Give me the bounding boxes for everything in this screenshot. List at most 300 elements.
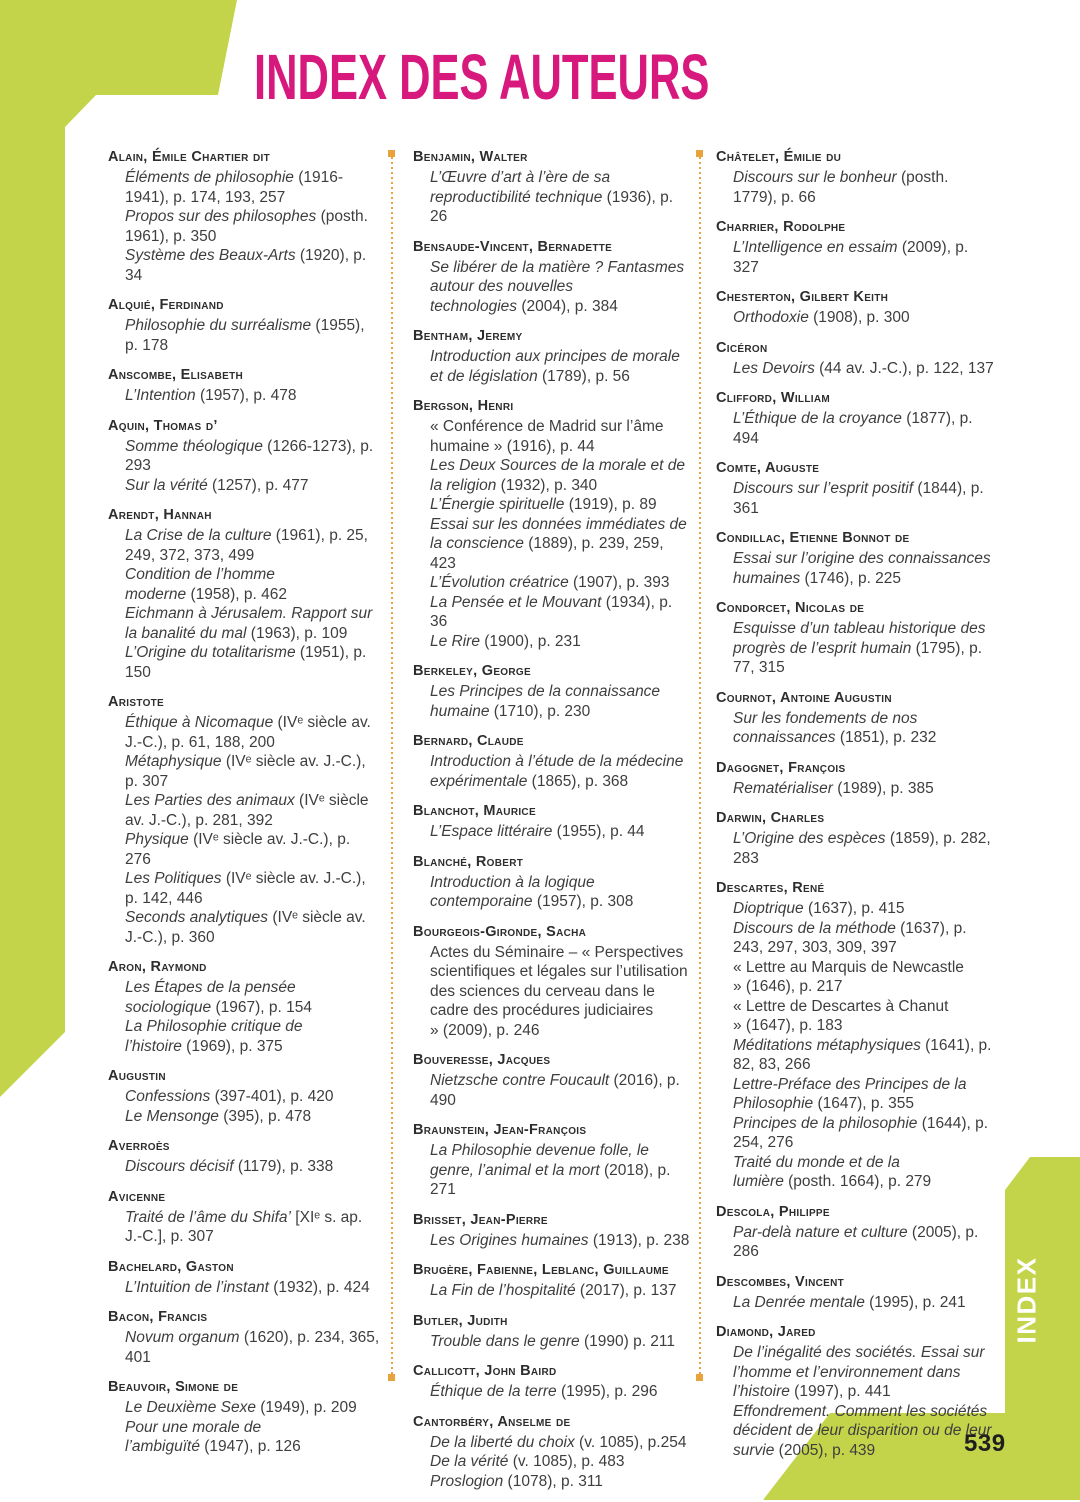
- index-entry: [716, 339, 996, 379]
- work-title: Novum organum: [125, 1329, 240, 1346]
- index-entry: [716, 218, 996, 277]
- index-entry: [108, 1308, 380, 1367]
- work-page-refs: (1963), p. 109: [246, 624, 348, 642]
- work-title: Le Mensonge: [125, 1107, 219, 1125]
- work-item: [413, 515, 691, 574]
- work-title: La Philosophie devenue folle, le genre, l’animal et la mort: [430, 1142, 649, 1179]
- work-item: [108, 1157, 380, 1177]
- work-page-refs: (1908), p. 300: [808, 309, 910, 326]
- work-title: Principes de la philosophie: [733, 1114, 918, 1132]
- work-page-refs: (1913), p. 238: [588, 1231, 690, 1249]
- work-page-refs: (1889), p. 239, 259, 423: [430, 535, 664, 572]
- author-name: Blanchot, Maurice: [413, 803, 536, 819]
- author-name: Cicéron: [716, 339, 768, 356]
- work-item: [108, 565, 380, 604]
- index-entry: [716, 1203, 996, 1262]
- work-item: [716, 1223, 996, 1262]
- index-entry: [413, 148, 691, 227]
- author-name: Chesterton, Gilbert Keith: [716, 289, 889, 305]
- work-page-refs: (1844), p. 361: [733, 480, 984, 517]
- work-page-refs: (1957), p. 478: [195, 387, 297, 404]
- author-name: Diamond, Jared: [716, 1324, 816, 1340]
- work-title: Le Deuxième Sexe: [125, 1399, 256, 1416]
- work-item: [108, 1208, 380, 1247]
- index-entry: [716, 389, 996, 448]
- work-item: [413, 1071, 691, 1110]
- index-entry: [413, 1211, 691, 1251]
- work-title: Discours sur l’esprit positif: [733, 480, 914, 497]
- separator-end-square: [388, 150, 395, 157]
- separator-end-square: [388, 1374, 395, 1381]
- work-item: [413, 1382, 691, 1402]
- work-page-refs: (1967), p. 154: [211, 998, 313, 1016]
- index-entry: [108, 1258, 380, 1298]
- work-page-refs: (1955), p. 44: [552, 823, 645, 840]
- work-title: Méditations métaphysiques: [733, 1036, 921, 1054]
- index-entry: [108, 506, 380, 682]
- author-name: Averroès: [108, 1138, 170, 1154]
- separator-end-square: [696, 150, 703, 157]
- work-title: La Philosophie critique de l’histoire: [125, 1018, 303, 1055]
- work-page-refs: (1957), p. 308: [532, 893, 634, 910]
- index-entry: [716, 1273, 996, 1313]
- work-item: [413, 495, 691, 515]
- work-item: [108, 869, 380, 908]
- index-entry: [716, 1323, 996, 1460]
- work-page-refs: (1900), p. 231: [479, 632, 581, 650]
- author-name: Cournot, Antoine Augustin: [716, 689, 892, 706]
- work-page-refs: (1951), p. 150: [125, 644, 367, 681]
- work-page-refs: (v. 1085), p. 483: [508, 1453, 625, 1470]
- work-page-refs: (44 av. J.-C.), p. 122, 137: [814, 359, 994, 377]
- work-title: Le Rire: [430, 632, 480, 650]
- work-title: Se libérer de la matière ? Fantasmes autour des nouvelles technologies: [430, 258, 685, 315]
- index-entry: [716, 148, 996, 207]
- work-item: [413, 456, 691, 495]
- work-item: [413, 632, 691, 652]
- work-page-refs: (1934), p. 36: [430, 593, 673, 630]
- work-page-refs: (2009), p. 327: [733, 239, 969, 276]
- index-entry: [413, 1261, 691, 1301]
- work-page-refs: (2005), p. 286: [733, 1223, 979, 1260]
- work-title: Confessions: [125, 1088, 211, 1105]
- work-title: Les Principes de la connaissance humaine: [430, 683, 661, 720]
- work-page-refs: (1958), p. 462: [186, 585, 288, 603]
- work-title: L’Espace littéraire: [430, 823, 553, 840]
- work-page-refs: (IVᵉ siècle av. J.-C.), p. 281, 392: [125, 792, 369, 829]
- work-page-refs: (1932), p. 340: [496, 476, 598, 494]
- work-page-refs: (2009), p. 246: [438, 1021, 540, 1039]
- work-item: [413, 682, 691, 721]
- work-item: [413, 1332, 691, 1352]
- work-item: [716, 829, 996, 868]
- index-entry: [108, 958, 380, 1056]
- work-title: Traité de l’âme du Shifa’: [125, 1208, 291, 1226]
- work-item: [413, 573, 691, 593]
- work-title: Pour une morale de l’ambiguïté: [125, 1418, 262, 1455]
- author-name: Darwin, Charles: [716, 810, 825, 826]
- work-title: Essai sur l’origine des connaissances humaines: [733, 550, 991, 587]
- author-name: Alquié, Ferdinand: [108, 297, 224, 313]
- work-item: [716, 997, 996, 1036]
- work-page-refs: (1644), p. 254, 276: [733, 1114, 989, 1151]
- work-page-refs: (1947), p. 126: [199, 1438, 301, 1455]
- work-title: Nietzsche contre Foucault: [430, 1072, 610, 1089]
- work-item: [108, 713, 380, 752]
- work-title: Condition de l’homme moderne: [125, 566, 275, 603]
- index-entry: [413, 1121, 691, 1200]
- work-page-refs: (posth. 1664), p. 279: [783, 1173, 932, 1190]
- author-name: Bentham, Jeremy: [413, 328, 523, 344]
- work-item: [108, 246, 380, 285]
- author-name: Anscombe, Elisabeth: [108, 367, 244, 383]
- work-item: [716, 238, 996, 277]
- work-title: Rematérialiser: [733, 779, 833, 797]
- work-page-refs: (IVᵉ siècle av. J.-C.), p. 142, 446: [125, 870, 366, 907]
- work-item: [108, 1107, 380, 1127]
- work-page-refs: (1647), p. 183: [741, 1017, 843, 1034]
- work-item: [108, 1398, 380, 1418]
- index-entry: [108, 693, 380, 947]
- work-page-refs: (1907), p. 393: [568, 574, 670, 591]
- work-item: [413, 347, 691, 386]
- work-title: Trouble dans le genre: [430, 1332, 580, 1350]
- author-name: Dagognet, François: [716, 759, 846, 776]
- author-name: Châtelet, Émilie du: [716, 149, 842, 165]
- author-name: Bacon, Francis: [108, 1309, 208, 1325]
- index-entry: [716, 689, 996, 748]
- work-item: [413, 752, 691, 791]
- work-page-refs: (1916), p. 44: [502, 437, 595, 455]
- work-title: La Denrée mentale: [733, 1293, 865, 1311]
- work-title: Les Origines humaines: [430, 1231, 589, 1249]
- work-item: [413, 258, 691, 317]
- index-entry: [108, 1067, 380, 1126]
- work-item: [108, 1328, 380, 1367]
- work-item: [108, 643, 380, 682]
- author-name: Arendt, Hannah: [108, 507, 212, 523]
- work-item: [716, 1293, 996, 1313]
- work-item: [716, 958, 996, 997]
- index-entry: [413, 853, 691, 912]
- author-name: Bernard, Claude: [413, 733, 524, 749]
- work-title: La Pensée et le Mouvant: [430, 593, 602, 611]
- page-title: INDEX DES AUTEURS: [254, 41, 710, 113]
- work-item: [716, 168, 996, 207]
- work-item: [108, 207, 380, 246]
- author-name: Descombes, Vincent: [716, 1273, 845, 1290]
- work-title: L’Éthique de la croyance: [733, 410, 902, 427]
- index-entry: [108, 148, 380, 285]
- work-item: [413, 822, 691, 842]
- work-item: [716, 308, 996, 328]
- column-separator: [388, 150, 395, 1381]
- index-entry: [716, 459, 996, 518]
- work-item: [716, 619, 996, 678]
- work-title: Eichmann à Jérusalem. Rapport sur la banalité du mal: [125, 605, 373, 642]
- work-page-refs: (2018), p. 271: [430, 1161, 671, 1198]
- index-entry: [413, 1413, 691, 1492]
- work-page-refs: (1961), p. 25, 249, 372, 373, 499: [125, 527, 368, 564]
- work-page-refs: (1932), p. 424: [268, 1278, 370, 1296]
- work-page-refs: (IVᵉ siècle av. J.-C.), p. 307: [125, 753, 366, 790]
- work-page-refs: (IVᵉ siècle av. J.-C.), p. 61, 188, 200: [125, 714, 371, 751]
- work-page-refs: (1257), p. 477: [207, 476, 309, 494]
- work-title: Proslogion: [430, 1472, 504, 1490]
- work-title: De la liberté du choix: [430, 1433, 575, 1451]
- separator-dotted-line: [391, 157, 393, 1374]
- work-page-refs: (2004), p. 384: [517, 297, 618, 315]
- author-name: Descartes, René: [716, 880, 825, 896]
- work-page-refs: (1179), p. 338: [233, 1158, 334, 1175]
- work-title: Introduction aux principes de morale et de législation: [430, 348, 680, 385]
- work-page-refs: (2005), p. 439: [774, 1441, 876, 1459]
- work-title: Philosophie du surréalisme: [125, 317, 312, 334]
- author-name: Brugère, Fabienne, Leblanc, Guillaume: [413, 1262, 669, 1278]
- page-number: 539: [964, 1430, 1006, 1457]
- index-entry: [413, 662, 691, 721]
- work-item: [108, 316, 380, 355]
- work-page-refs: (1266-1273), p. 293: [125, 437, 374, 474]
- work-title: Traité du monde et de la lumière: [733, 1153, 900, 1190]
- work-item: [108, 908, 380, 947]
- author-name: Berkeley, George: [413, 663, 531, 679]
- work-page-refs: (1969), p. 375: [181, 1037, 283, 1055]
- work-title: La Crise de la culture: [125, 527, 272, 544]
- index-entry: [108, 366, 380, 406]
- work-item: [716, 779, 996, 799]
- work-title: Les Politiques: [125, 870, 222, 887]
- work-item: [413, 1141, 691, 1200]
- work-page-refs: (1646), p. 217: [741, 978, 843, 995]
- work-title: Dioptrique: [733, 900, 804, 917]
- index-entry: [108, 1188, 380, 1247]
- index-entry: [413, 238, 691, 317]
- author-name: Comte, Auguste: [716, 460, 820, 476]
- work-title: Esquisse d’un tableau historique des progrès de l’esprit humain: [733, 620, 986, 657]
- work-title: L’Origine du totalitarisme: [125, 644, 296, 661]
- work-item: [413, 1433, 691, 1453]
- work-page-refs: (1989), p. 385: [832, 779, 934, 797]
- work-title: Éthique à Nicomaque: [125, 714, 274, 731]
- work-item: [716, 899, 996, 919]
- work-title: Système des Beaux-Arts: [125, 247, 296, 264]
- index-entry: [108, 296, 380, 355]
- work-title: Les Devoirs: [733, 359, 815, 377]
- index-entry: [413, 1051, 691, 1110]
- work-item: [413, 417, 691, 456]
- work-title: Éléments de philosophie: [125, 169, 294, 186]
- author-name: Charrier, Rodolphe: [716, 219, 846, 235]
- work-item: [108, 791, 380, 830]
- work-item: [413, 873, 691, 912]
- work-page-refs: (1746), p. 225: [800, 569, 902, 587]
- work-item: [716, 1343, 996, 1402]
- work-page-refs: (posth. 1779), p. 66: [733, 169, 949, 206]
- work-title: Sur la vérité: [125, 476, 208, 494]
- index-entry: [413, 1362, 691, 1402]
- index-column: [413, 148, 691, 1502]
- index-entry: [413, 732, 691, 791]
- work-item: [716, 549, 996, 588]
- author-name: Clifford, William: [716, 390, 830, 406]
- work-page-refs: (395), p. 478: [218, 1107, 312, 1125]
- work-page-refs: (1955), p. 178: [125, 317, 365, 354]
- work-page-refs: (397-401), p. 420: [210, 1088, 334, 1105]
- work-item: [716, 1075, 996, 1114]
- author-name: Condillac, Etienne Bonnot de: [716, 530, 910, 546]
- index-entry: [716, 529, 996, 588]
- work-item: [108, 437, 380, 476]
- separator-end-square: [696, 1374, 703, 1381]
- work-title: De la vérité: [430, 1453, 509, 1470]
- work-item: [413, 943, 691, 1041]
- work-page-refs: (1637), p. 243, 297, 303, 309, 397: [733, 919, 967, 956]
- author-name: Blanché, Robert: [413, 853, 524, 870]
- work-title: L’Intention: [125, 387, 196, 404]
- work-item: [413, 1231, 691, 1251]
- author-name: Butler, Judith: [413, 1312, 508, 1329]
- work-title: Discours sur le bonheur: [733, 169, 897, 186]
- work-item: [108, 830, 380, 869]
- author-name: Bensaude-Vincent, Bernadette: [413, 238, 613, 255]
- work-item: [716, 709, 996, 748]
- work-title: Discours décisif: [125, 1158, 234, 1175]
- work-title: L’Évolution créatrice: [430, 574, 569, 591]
- work-item: [716, 1036, 996, 1075]
- work-page-refs: (1995), p. 241: [864, 1293, 966, 1311]
- index-entry: [108, 1137, 380, 1177]
- author-name: Braunstein, Jean-François: [413, 1122, 587, 1138]
- work-page-refs: (1949), p. 209: [255, 1399, 357, 1416]
- work-item: [108, 1017, 380, 1056]
- work-item: [108, 526, 380, 565]
- index-entry: [108, 1378, 380, 1457]
- separator-dotted-line: [699, 157, 701, 1374]
- work-page-refs: (1936), p. 26: [430, 188, 673, 225]
- work-item: [413, 168, 691, 227]
- index-entry: [716, 809, 996, 868]
- work-title: « Lettre de Descartes à Chanut »: [733, 997, 949, 1034]
- work-title: L’Intelligence en essaim: [733, 239, 898, 256]
- work-page-refs: (1997), p. 441: [789, 1383, 891, 1400]
- index-entry: [413, 327, 691, 386]
- work-item: [108, 1418, 380, 1457]
- author-name: Bergson, Henri: [413, 398, 514, 414]
- work-title: Discours de la méthode: [733, 919, 896, 937]
- work-title: Lettre-Préface des Principes de la Philosophie: [733, 1075, 967, 1112]
- work-title: Introduction à l’étude de la médecine expérimentale: [430, 753, 684, 790]
- work-title: Sur les fondements de nos connaissances: [733, 709, 918, 746]
- author-name: Augustin: [108, 1068, 166, 1084]
- work-title: Physique: [125, 831, 189, 848]
- work-title: Introduction à la logique contemporaine: [430, 873, 595, 910]
- work-title: Actes du Séminaire – « Perspectives scientifiques et légales sur l’utilisation des sciences du cerveau dans le cadre des procédures judiciaires »: [430, 943, 688, 1039]
- author-name: Benjamin, Walter: [413, 149, 528, 165]
- author-name: Aron, Raymond: [108, 959, 207, 975]
- work-title: L’Énergie spirituelle: [430, 496, 565, 513]
- work-page-refs: [XIᵉ s. ap. J.-C.], p. 307: [125, 1208, 363, 1245]
- work-title: Par-delà nature et culture: [733, 1223, 908, 1241]
- index-column: [108, 148, 380, 1468]
- index-entry: [716, 879, 996, 1192]
- author-name: Avicenne: [108, 1188, 166, 1205]
- work-item: [716, 1402, 996, 1461]
- author-name: Descola, Philippe: [716, 1203, 830, 1220]
- index-entry: [413, 397, 691, 651]
- work-page-refs: (1920), p. 34: [125, 247, 367, 284]
- work-item: [108, 476, 380, 496]
- work-page-refs: (2016), p. 490: [430, 1072, 680, 1109]
- author-name: Cantorbéry, Anselme de: [413, 1413, 571, 1430]
- work-page-refs: (IVᵉ siècle av. J.-C.), p. 276: [125, 831, 351, 868]
- work-page-refs: (1641), p. 82, 83, 266: [733, 1036, 992, 1073]
- index-entry: [413, 1312, 691, 1352]
- work-page-refs: (1995), p. 296: [556, 1383, 658, 1400]
- work-title: Effondrement. Comment les sociétés décident de leur disparition ou de leur survie: [733, 1402, 992, 1459]
- work-item: [413, 1472, 691, 1492]
- work-title: L’Origine des espèces: [733, 830, 886, 847]
- work-title: « Conférence de Madrid sur l’âme humaine »: [430, 418, 664, 455]
- author-name: Alain, Émile Chartier dit: [108, 149, 270, 165]
- work-page-refs: (1990) p. 211: [579, 1332, 676, 1350]
- work-title: Les Étapes de la pensée sociologique: [125, 979, 296, 1016]
- work-title: Essai sur les données immédiates de la conscience: [430, 515, 687, 552]
- work-title: « Lettre au Marquis de Newcastle »: [733, 958, 964, 995]
- work-item: [716, 479, 996, 518]
- work-page-refs: (1620), p. 234, 365, 401: [125, 1329, 380, 1366]
- author-name: Beauvoir, Simone de: [108, 1379, 239, 1395]
- work-item: [716, 409, 996, 448]
- work-page-refs: (1916-1941), p. 174, 193, 257: [125, 169, 344, 206]
- author-name: Callicott, John Baird: [413, 1363, 557, 1379]
- work-page-refs: (1851), p. 232: [835, 729, 937, 746]
- work-item: [413, 1281, 691, 1301]
- work-title: Les Parties des animaux: [125, 792, 295, 809]
- author-name: Aquin, Thomas d’: [108, 417, 218, 434]
- work-item: [716, 1153, 996, 1192]
- author-name: Bouveresse, Jacques: [413, 1052, 551, 1068]
- work-item: [108, 1278, 380, 1298]
- work-item: [108, 1087, 380, 1107]
- index-column: [716, 148, 996, 1471]
- work-page-refs: (1637), p. 415: [803, 900, 905, 917]
- work-page-refs: (1710), p. 230: [489, 702, 591, 720]
- author-name: Condorcet, Nicolas de: [716, 600, 865, 616]
- work-item: [716, 919, 996, 958]
- author-name: Brisset, Jean-Pierre: [413, 1211, 548, 1228]
- author-name: Bourgeois-Gironde, Sacha: [413, 923, 587, 940]
- author-name: Bachelard, Gaston: [108, 1258, 234, 1275]
- work-page-refs: (1789), p. 56: [537, 367, 630, 385]
- index-entry: [716, 759, 996, 799]
- work-title: L’Intuition de l’instant: [125, 1278, 269, 1296]
- work-title: Seconds analytiques: [125, 909, 269, 926]
- work-title: De l’inégalité des sociétés. Essai sur l’homme et l’environnement dans l’histoire: [733, 1344, 985, 1400]
- work-page-refs: (1795), p. 77, 315: [733, 639, 982, 676]
- work-page-refs: (1647), p. 355: [813, 1095, 914, 1112]
- index-entry: [108, 417, 380, 496]
- column-separator: [696, 150, 703, 1381]
- work-page-refs: (1078), p. 311: [503, 1472, 603, 1490]
- work-title: Orthodoxie: [733, 309, 809, 326]
- index-tab-label: INDEX: [1011, 1256, 1042, 1344]
- work-item: [413, 1452, 691, 1472]
- index-entry: [413, 802, 691, 842]
- work-page-refs: (posth. 1961), p. 350: [125, 208, 368, 245]
- index-entry: [716, 599, 996, 678]
- work-page-refs: (IVᵉ siècle av. J.-C.), p. 360: [125, 909, 366, 946]
